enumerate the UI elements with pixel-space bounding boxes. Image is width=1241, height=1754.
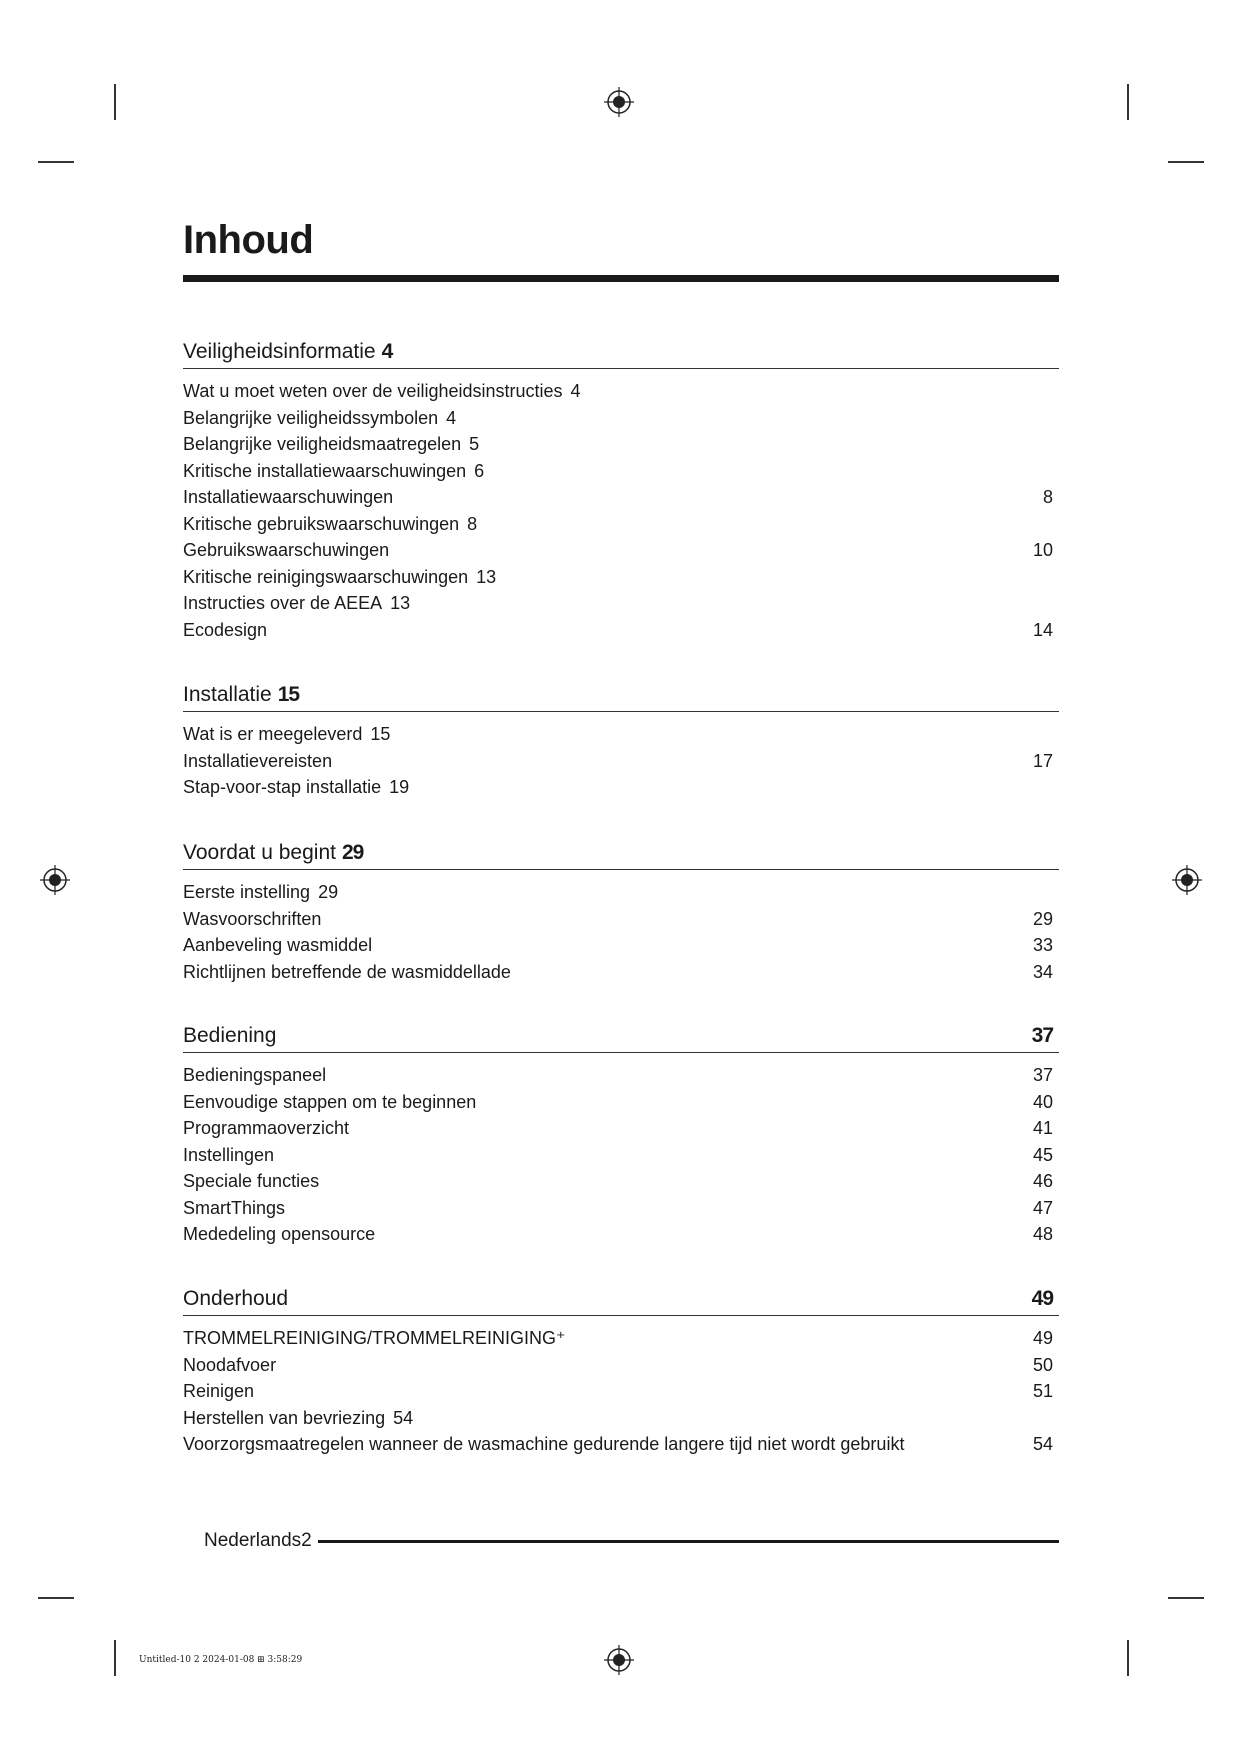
section-page-number: 4	[381, 340, 393, 363]
toc-item-list	[183, 378, 1059, 643]
toc-item[interactable]	[183, 1089, 1059, 1116]
section-title: Veiligheidsinformatie	[183, 340, 376, 363]
toc-item[interactable]	[183, 774, 1059, 801]
toc-section	[183, 1282, 1059, 1458]
section-title: Voordat u begint	[183, 841, 336, 864]
toc-item-label: Wasvoorschriften	[183, 908, 322, 929]
section-heading[interactable]	[183, 1019, 1059, 1053]
toc-item[interactable]	[183, 1142, 1059, 1169]
toc-item-label: Stap-voor-stap installatie	[183, 777, 382, 797]
toc-item-page-number: 29	[318, 882, 339, 902]
toc-item-page-number: 33	[1032, 935, 1053, 955]
toc-item-list	[183, 721, 1059, 801]
toc-item[interactable]	[183, 1062, 1059, 1089]
toc-item-label: Voorzorgsmaatregelen wanneer de wasmachine gedurende langere tijd niet wordt gebruikt	[183, 1434, 905, 1454]
toc-item-page-number: 47	[1032, 1197, 1053, 1218]
toc-item-label: Speciale functies	[183, 1171, 320, 1191]
toc-item[interactable]	[183, 1115, 1059, 1142]
toc-item-label: Kritische reinigingswaarschuwingen	[183, 566, 469, 587]
toc-item[interactable]	[183, 617, 1059, 644]
toc-item-label: Gebruikswaarschuwingen	[183, 540, 390, 560]
toc-item-page-number: 29	[1032, 908, 1053, 929]
toc-item[interactable]	[183, 1325, 1059, 1352]
registration-mark-icon	[40, 865, 70, 895]
toc-item[interactable]	[183, 959, 1059, 986]
section-page-number: 37	[1031, 1024, 1053, 1047]
toc-item-page-number: 34	[1032, 961, 1053, 982]
toc-item-list	[183, 879, 1059, 985]
toc-item[interactable]	[183, 378, 1059, 405]
crop-mark	[1168, 161, 1204, 163]
toc-item-label: Wat u moet weten over de veiligheidsinstructies	[183, 381, 563, 401]
footer-page-number: 2	[301, 1530, 312, 1551]
toc-item-page-number: 14	[1032, 619, 1053, 640]
toc-section	[183, 836, 1059, 985]
toc-item-label: SmartThings	[183, 1197, 286, 1218]
toc-item[interactable]	[183, 564, 1059, 591]
toc-item[interactable]	[183, 879, 1059, 906]
section-heading[interactable]	[183, 1282, 1059, 1316]
toc-item[interactable]	[183, 1195, 1059, 1222]
toc-item-label: Eerste instelling	[183, 882, 311, 902]
crop-mark	[114, 84, 116, 120]
section-heading[interactable]	[183, 678, 1059, 712]
toc-item[interactable]	[183, 1168, 1059, 1195]
toc-item-page-number: 10	[1032, 540, 1053, 560]
toc-item[interactable]	[183, 1405, 1059, 1432]
toc-item[interactable]	[183, 906, 1059, 933]
title-rule	[183, 275, 1059, 282]
toc-item-page-number: 13	[476, 566, 497, 587]
footer-rule	[318, 1540, 1059, 1543]
toc-item-page-number: 13	[390, 593, 411, 613]
toc-item-page-number: 48	[1032, 1224, 1053, 1244]
toc-item[interactable]	[183, 1221, 1059, 1248]
toc-item[interactable]	[183, 1431, 1059, 1458]
toc-item-page-number: 37	[1032, 1065, 1053, 1085]
toc-item-label: Herstellen van bevriezing	[183, 1407, 386, 1428]
registration-mark-icon	[604, 87, 634, 117]
toc-item-label: Eenvoudige stappen om te beginnen	[183, 1091, 477, 1112]
toc-item-label: Richtlijnen betreffende de wasmiddellade	[183, 961, 511, 982]
toc-item-page-number: 4	[570, 381, 581, 401]
crop-mark	[1168, 1597, 1204, 1599]
toc-item-label: Programmaoverzicht	[183, 1118, 350, 1138]
toc-item[interactable]	[183, 458, 1059, 485]
toc-section	[183, 678, 1059, 801]
section-page-number: 15	[277, 683, 300, 706]
toc-item-label: Ecodesign	[183, 619, 268, 640]
toc-item-page-number: 41	[1032, 1118, 1053, 1138]
toc-item-page-number: 19	[389, 777, 410, 797]
toc-item[interactable]	[183, 932, 1059, 959]
page-footer	[204, 1528, 312, 1554]
section-page-number: 29	[341, 841, 364, 864]
section-heading[interactable]	[183, 335, 1059, 369]
toc-item-label: Reinigen	[183, 1381, 255, 1401]
toc-item-label: Belangrijke veiligheidsmaatregelen	[183, 434, 462, 454]
toc-item[interactable]	[183, 1352, 1059, 1379]
registration-mark-icon	[1172, 865, 1202, 895]
toc-item-page-number: 50	[1032, 1354, 1053, 1375]
toc-section	[183, 1019, 1059, 1248]
toc-item-page-number: 54	[393, 1407, 414, 1428]
toc-item-label: Kritische gebruikswaarschuwingen	[183, 513, 460, 534]
footer-language: Nederlands	[204, 1530, 302, 1551]
toc-section	[183, 335, 1059, 643]
toc-item-page-number: 6	[474, 460, 485, 481]
toc-item-page-number: 45	[1032, 1144, 1053, 1165]
crop-mark	[38, 161, 74, 163]
toc-item[interactable]	[183, 511, 1059, 538]
toc-item-page-number: 17	[1032, 750, 1053, 771]
toc-item[interactable]	[183, 484, 1059, 511]
toc-item-label: Mededeling opensource	[183, 1224, 376, 1244]
section-heading[interactable]	[183, 836, 1059, 870]
print-slug: Untitled-10 2 2024-01-08 ⊞ 3:58:29	[139, 1655, 303, 1665]
toc-item[interactable]	[183, 721, 1059, 748]
toc-item[interactable]	[183, 590, 1059, 617]
section-page-number: 49	[1031, 1287, 1053, 1310]
toc-item-label: Installatievereisten	[183, 750, 333, 771]
crop-mark	[114, 1640, 116, 1676]
toc-item-label: Installatiewaarschuwingen	[183, 487, 394, 507]
toc-item-page-number: 51	[1032, 1381, 1053, 1401]
toc-item-list	[183, 1325, 1059, 1458]
toc-item-page-number: 15	[370, 724, 391, 744]
crop-mark	[1127, 1640, 1129, 1676]
toc-item[interactable]	[183, 405, 1059, 432]
toc-item-label: Wat is er meegeleverd	[183, 724, 363, 744]
toc-item-page-number: 46	[1032, 1171, 1053, 1191]
registration-mark-icon	[604, 1645, 634, 1675]
crop-mark	[38, 1597, 74, 1599]
toc-item-label: TROMMELREINIGING/TROMMELREINIGING⁺	[183, 1328, 566, 1348]
toc-item-page-number: 54	[1032, 1434, 1053, 1454]
toc-item-page-number: 4	[446, 407, 457, 428]
toc-item-page-number: 8	[467, 513, 478, 534]
toc-item-page-number: 40	[1032, 1091, 1053, 1112]
toc-item-page-number: 5	[469, 434, 480, 454]
section-title: Onderhoud	[183, 1287, 289, 1310]
toc-item-label: Noodafvoer	[183, 1354, 277, 1375]
toc-item-page-number: 8	[1042, 487, 1053, 507]
toc-item[interactable]	[183, 1378, 1059, 1405]
toc-item-label: Aanbeveling wasmiddel	[183, 935, 373, 955]
toc-item-label: Belangrijke veiligheidssymbolen	[183, 407, 439, 428]
toc-item-label: Instructies over de AEEA	[183, 593, 383, 613]
crop-mark	[1127, 84, 1129, 120]
toc-item-page-number: 49	[1032, 1328, 1053, 1348]
toc-item-label: Instellingen	[183, 1144, 275, 1165]
toc-item[interactable]	[183, 748, 1059, 775]
toc-item-label: Bedieningspaneel	[183, 1065, 327, 1085]
toc-item[interactable]	[183, 431, 1059, 458]
page-title: Inhoud	[183, 218, 314, 262]
section-title: Bediening	[183, 1024, 277, 1047]
toc-item-list	[183, 1062, 1059, 1248]
toc-item-label: Kritische installatiewaarschuwingen	[183, 460, 467, 481]
toc-item[interactable]	[183, 537, 1059, 564]
section-title: Installatie	[183, 683, 272, 706]
